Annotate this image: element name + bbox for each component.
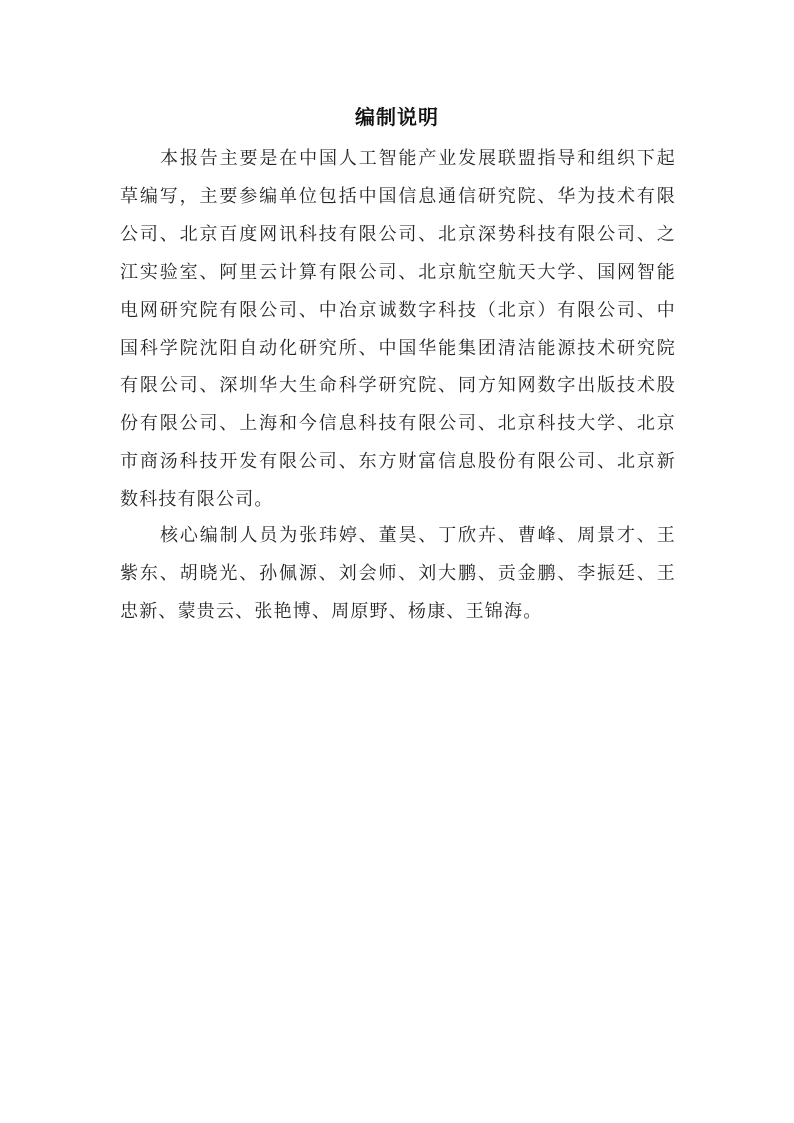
paragraph-core-authors: 核心编制人员为张玮婷、董昊、丁欣卉、曹峰、周景才、王紫东、胡晓光、孙佩源、刘会师、刘大鹏、贡金鹏、李振廷、王忠新、蒙贵云、张艳博、周原野、杨康、王锦海。 bbox=[120, 525, 676, 622]
paragraph-participating-organizations: 本报告主要是在中国人工智能产业发展联盟指导和组织下起草编写，主要参编单位包括中国信息通信研究院、华为技术有限公司、北京百度网讯科技有限公司、北京深势科技有限公司、之江实验室、阿里云计算有限公司、北京航空航天大学、国网智能电网研究院有限公司、中冶京诚数字科技（北京）有限公司、中国科学院沈阳自动化研究所、中国华能集团清洁能源技术研究院有限公司、深圳华大生命科学研究院、同方知网数字出版技术股份有限公司、上海和今信息科技有限公司、北京科技大学、北京市商汤科技开发有限公司、东方财富信息股份有限公司、北京新数科技有限公司。 bbox=[120, 148, 676, 511]
page-title: 编制说明 bbox=[355, 105, 439, 129]
